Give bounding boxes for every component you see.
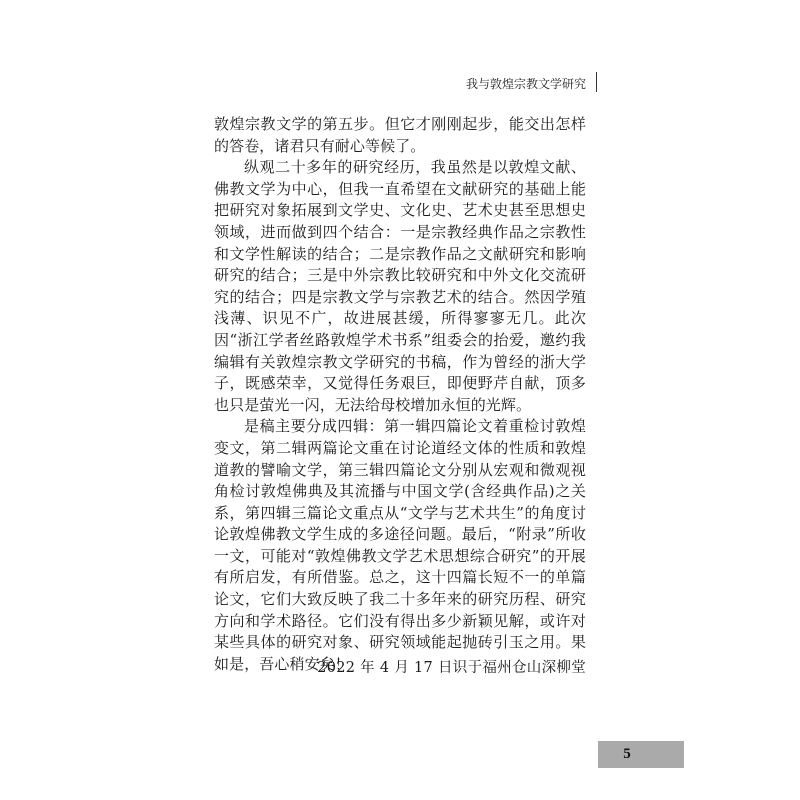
running-head-title: 我与敦煌宗教文学研究 <box>465 77 586 91</box>
paragraph-book-structure: 是稿主要分成四辑：第一辑四篇论文着重检讨敦煌变文，第二辑两篇论文重在讨论道经文体的性质和敦煌道教的譬喻文学，第三辑四篇论文分别从宏观和微观视角检讨敦煌佛典及其流播与中国文学(含经典作品)之关系，第四辑三篇论文重点从“文学与艺术共生”的角度讨论敦煌佛教文学生成的多途径问题。最后，“附录”所收一文，可能对“敦煌佛教文学艺术思想综合研究”的开展有所启发，有所借鉴。总之，这十四篇长短不一的单篇论文，它们大致反映了我二十多年来的研究历程、研究方向和学术路径。它们没有得出多少新颖见解，或许对某些具体的研究对象、研究领域能起抛砖引玉之用。果如是，吾心稍安矣！ <box>214 417 586 673</box>
paragraph-research-history: 纵观二十多年的研究经历，我虽然是以敦煌文献、佛教文学为中心，但我一直希望在文献研究的基础上能把研究对象拓展到文学史、文化史、艺术史甚至思想史领域，进而做到四个结合：一是宗教经典作品之宗教性和文学性解读的结合；二是宗教作品之文献研究和影响研究的结合；三是中外宗教比较研究和中外文化交流研究的结合；四是宗教文学与宗教艺术的结合。然因学殖浅薄、识见不广，故进展甚缓，所得寥寥无几。此次因“浙江学者丝路敦煌学术书系”组委会的抬爱，邀约我编辑有关敦煌宗教文学研究的书稿，作为曾经的浙大学子，既感荣幸，又觉得任务艰巨，即便野芹自献，顶多也只是萤光一闪，无法给母校增加永恒的光辉。 <box>214 158 586 414</box>
header-divider <box>596 72 597 92</box>
page-number-box <box>598 741 684 768</box>
page-number: 5 <box>623 746 631 762</box>
body-text <box>214 114 586 675</box>
paragraph-continuation: 敦煌宗教文学的第五步。但它才刚刚起步，能交出怎样的答卷，诸君只有耐心等候了。 <box>214 115 586 155</box>
date-signature: 2022 年 4 月 17 日识于福州仓山深柳堂 <box>317 660 586 676</box>
